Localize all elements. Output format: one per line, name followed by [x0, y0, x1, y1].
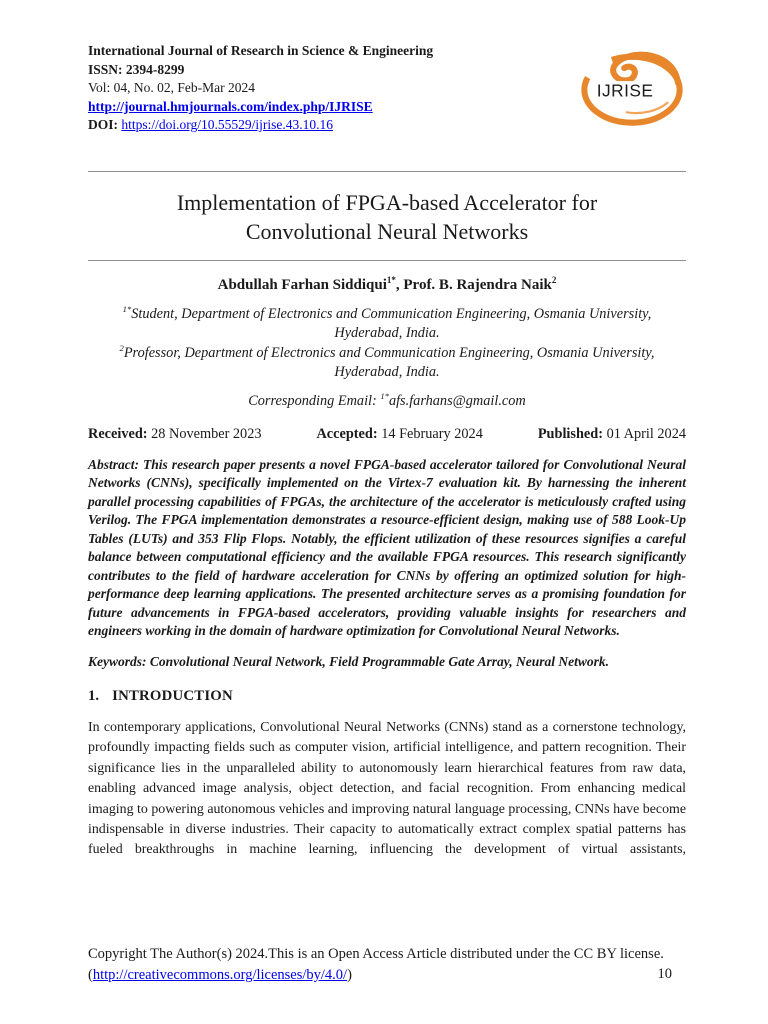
page-footer: [88, 944, 686, 986]
journal-url-line: [88, 98, 433, 117]
journal-url-link[interactable]: http://journal.hmjournals.com/index.php/IJRISE: [88, 98, 373, 114]
abstract-label: Abstract:: [88, 456, 144, 472]
author-2-superscript: 2: [551, 274, 557, 285]
published-value: 01 April 2024: [606, 425, 686, 442]
affiliation-1-text: Student, Department of Electronics and Communication Engineering, Osmania University, Hyderabad, India.: [131, 305, 652, 341]
abstract-text: This research paper presents a novel FPGA-based accelerator tailored for Convolutional Neural Networks (CNNs), specifically implemented on the Virtex-7 evaluation kit. By harnessing the inherent parallel processing capabilities of FPGAs, the architecture of the accelerator is meticulously crafted using Verilog. The FPGA implementation demonstrates a resource-efficient design, making use of 588 Look-Up Tables (LUTs) and 353 Flip Flops. Notably, the efficient utilization of these resources signifies a careful balance between computational efficiency and the available FPGA resources. This research significantly contributes to the field of hardware acceleration for CNNs by offering an optimized solution for high-performance deep learning applications. The presented architecture serves as a promising foundation for future advancements in FPGA-based accelerators, providing valuable insights for researchers and engineers working in the domain of hardware optimization for Convolutional Neural Networks.: [88, 456, 686, 638]
affiliation-2: [88, 344, 686, 383]
author-1: Abdullah Farhan Siddiqui: [217, 276, 387, 293]
doi-link[interactable]: https://doi.org/10.55529/ijrise.43.10.16: [121, 117, 334, 132]
received-label: Received:: [88, 425, 148, 442]
journal-name: International Journal of Research in Science & Engineering: [88, 43, 434, 58]
doi-label: DOI:: [88, 117, 122, 132]
affiliations-block: [88, 305, 686, 383]
affiliation-1: [88, 305, 686, 344]
corresponding-email-superscript: 1*: [380, 390, 389, 401]
ijrise-logo-swirl-icon: [580, 48, 684, 128]
section-1-number: 1.: [88, 688, 100, 704]
keywords-paragraph: [88, 653, 686, 672]
keywords-text: Convolutional Neural Network, Field Programmable Gate Array, Neural Network.: [149, 653, 610, 669]
page-number: 10: [657, 966, 672, 982]
accepted-label: Accepted:: [316, 425, 378, 442]
article-dates: [88, 425, 686, 444]
corresponding-email-line: [88, 390, 686, 410]
published-date: [538, 425, 686, 444]
section-1-heading: [88, 687, 686, 706]
corresponding-email-address: afs.farhans@gmail.com: [388, 392, 526, 409]
author-2: Prof. B. Rajendra Naik: [403, 276, 552, 293]
ijrise-logo: [580, 48, 684, 128]
affiliation-2-superscript: 2: [119, 342, 124, 353]
keywords-label: Keywords:: [88, 653, 150, 669]
accepted-value: 14 February 2024: [381, 425, 483, 442]
doi-line: [88, 116, 433, 135]
section-1-body: In contemporary applications, Convolutional Neural Networks (CNNs) stand as a cornerstone technology, profoundly impacting fields such as computer vision, artificial intelligence, and pattern recognition. Their significance lies in the unparalleled ability to autonomously learn hierarchical features from raw data, enabling advanced image analysis, object detection, and facial recognition. From enhancing medical imaging to powering autonomous vehicles and improving natural language processing, CNNs have become indispensable in diverse industries. Their capacity to automatically extract complex spatial patterns has fueled breakthroughs in machine learning, influencing the development of virtual assistants,: [88, 720, 686, 858]
author-separator: ,: [395, 276, 404, 293]
abstract-paragraph: [88, 456, 686, 641]
copyright-closing-paren: ): [347, 967, 352, 983]
author-1-superscript: 1*: [386, 274, 396, 285]
journal-header: [88, 0, 686, 135]
divider-above-title: [88, 171, 686, 172]
authors-line: [88, 274, 686, 294]
page-content: [88, 0, 686, 861]
accepted-date: [316, 425, 482, 444]
journal-issn: ISSN: 2394-8299: [88, 61, 185, 77]
logo-text: IJRISE: [596, 80, 654, 101]
page-title: Implementation of FPGA-based Accelerator for Convolutional Neural Networks: [176, 189, 598, 244]
journal-header-text: [88, 42, 433, 135]
affiliation-2-text: Professor, Department of Electronics and Communication Engineering, Osmania University, Hyderabad, India.: [123, 344, 655, 380]
corresponding-email-label: Corresponding Email:: [248, 392, 381, 409]
journal-volume: Vol: 04, No. 02, Feb-Mar 2024: [88, 80, 255, 95]
section-1-title: INTRODUCTION: [112, 688, 233, 704]
divider-below-title: [88, 260, 686, 261]
received-date: [88, 425, 262, 444]
affiliation-1-superscript: 1*: [122, 303, 132, 314]
published-label: Published:: [537, 425, 603, 442]
license-link[interactable]: http://creativecommons.org/licenses/by/4.0/: [92, 967, 348, 983]
copyright-text: Copyright The Author(s) 2024.This is an Open Access Article distributed under the CC BY license. (: [88, 946, 664, 983]
copyright-notice: [88, 944, 686, 986]
received-value: 28 November 2023: [151, 425, 262, 442]
